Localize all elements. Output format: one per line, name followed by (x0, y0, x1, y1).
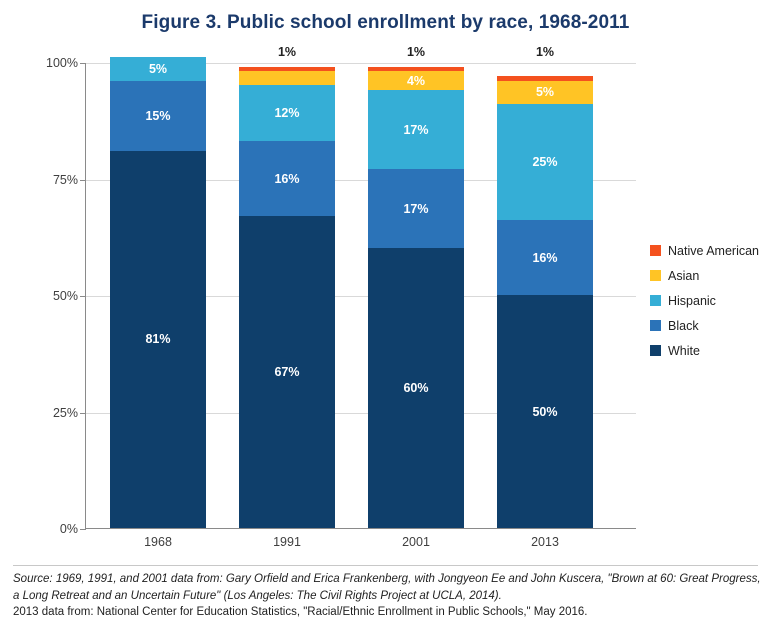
bar-segment-black[interactable] (368, 169, 464, 248)
bar-segment-label: 5% (148, 61, 168, 76)
legend-swatch (650, 320, 661, 331)
bar-segment-hispanic[interactable] (110, 57, 206, 80)
bar-segment-label: 17% (403, 201, 429, 216)
bar-segment-label: 15% (145, 108, 171, 123)
bar-segment-asian[interactable] (368, 71, 464, 90)
y-axis-tick-mark (80, 63, 86, 64)
y-axis-tick-label: 25% (52, 405, 78, 420)
x-axis-tick-label: 1968 (144, 535, 172, 549)
bar-segment-label: 50% (532, 404, 558, 419)
bar-segment-asian[interactable] (497, 81, 593, 104)
x-axis-tick-label: 2013 (531, 535, 559, 549)
bar-segment-label: 60% (403, 381, 429, 396)
legend-item-hispanic[interactable] (650, 288, 768, 313)
source-line-1: Source: 1969, 1991, and 2001 data from: Gary Orfield and Erica Frankenberg, with Jongyeon Ee and John Kuscera, "Brown at 60: Great Progress, a Long Retreat and an Uncertain Future" (Los Angeles: The Civil Rights Project at UCLA, 2014). (13, 573, 761, 602)
chart-legend (650, 238, 768, 363)
bar-segment-black[interactable] (239, 141, 335, 216)
bar-top-label: 1% (277, 45, 297, 59)
x-axis-tick-label: 2001 (402, 535, 430, 549)
bar-segment-hispanic[interactable] (497, 104, 593, 221)
legend-item-black[interactable] (650, 313, 768, 338)
bar-segment-native-american[interactable] (239, 67, 335, 72)
y-axis-tick-label: 50% (52, 289, 78, 303)
y-axis-tick-label: 0% (59, 522, 78, 536)
bar-1991[interactable] (239, 45, 335, 528)
legend-item-label: Native American (668, 243, 760, 258)
legend-item-asian[interactable] (650, 263, 768, 288)
legend-item-label: Asian (668, 268, 700, 283)
bar-segment-black[interactable] (497, 220, 593, 295)
bar-segment-label: 4% (406, 73, 426, 88)
bar-segment-hispanic[interactable] (368, 90, 464, 169)
source-note (13, 571, 763, 621)
bar-segment-label: 67% (274, 364, 300, 379)
bar-segment-white[interactable] (110, 151, 206, 528)
legend-swatch (650, 270, 661, 281)
page-title: Figure 3. Public school enrollment by race, 1968-2011 (141, 12, 630, 33)
legend-item-label: Hispanic (668, 293, 716, 308)
bar-segment-label: 16% (532, 250, 558, 265)
divider (13, 565, 758, 566)
chart-plot-area (46, 45, 636, 549)
bar-2001[interactable] (368, 45, 464, 528)
legend-item-label: White (668, 343, 700, 358)
legend-swatch (650, 295, 661, 306)
bar-segment-hispanic[interactable] (239, 85, 335, 141)
bar-segment-asian[interactable] (239, 71, 335, 85)
legend-item-label: Black (668, 318, 699, 333)
y-axis-tick-mark (80, 529, 86, 530)
bar-top-label: 1% (535, 45, 555, 59)
legend-swatch (650, 245, 661, 256)
legend-swatch (650, 345, 661, 356)
bar-segment-label: 17% (403, 122, 429, 137)
x-axis-tick-label: 1991 (273, 535, 301, 549)
bar-2013[interactable] (497, 45, 593, 528)
bar-segment-white[interactable] (368, 248, 464, 528)
bar-segment-black[interactable] (110, 81, 206, 151)
bar-segment-label: 5% (535, 85, 555, 100)
y-axis-tick-mark (80, 413, 86, 414)
bar-top-label: 1% (406, 45, 426, 59)
y-axis-tick-label: 100% (46, 56, 78, 70)
legend-item-white[interactable] (650, 338, 768, 363)
bar-segment-white[interactable] (239, 216, 335, 528)
y-axis-tick-label: 75% (52, 172, 78, 187)
bar-segment-label: 81% (145, 332, 171, 347)
source-line-2: 2013 data from: National Center for Education Statistics, "Racial/Ethnic Enrollment in Public Schools," May 2016. (13, 606, 588, 619)
bar-segment-label: 25% (532, 155, 558, 170)
bar-1968[interactable] (110, 62, 206, 528)
y-axis-tick-mark (80, 296, 86, 297)
y-axis-tick-mark (80, 180, 86, 181)
bar-segment-label: 16% (274, 171, 300, 186)
legend-item-native-american[interactable] (650, 238, 768, 263)
bar-segment-label: 12% (274, 106, 300, 121)
bar-segment-native-american[interactable] (497, 76, 593, 81)
bar-segment-native-american[interactable] (368, 67, 464, 72)
bar-segment-white[interactable] (497, 295, 593, 528)
